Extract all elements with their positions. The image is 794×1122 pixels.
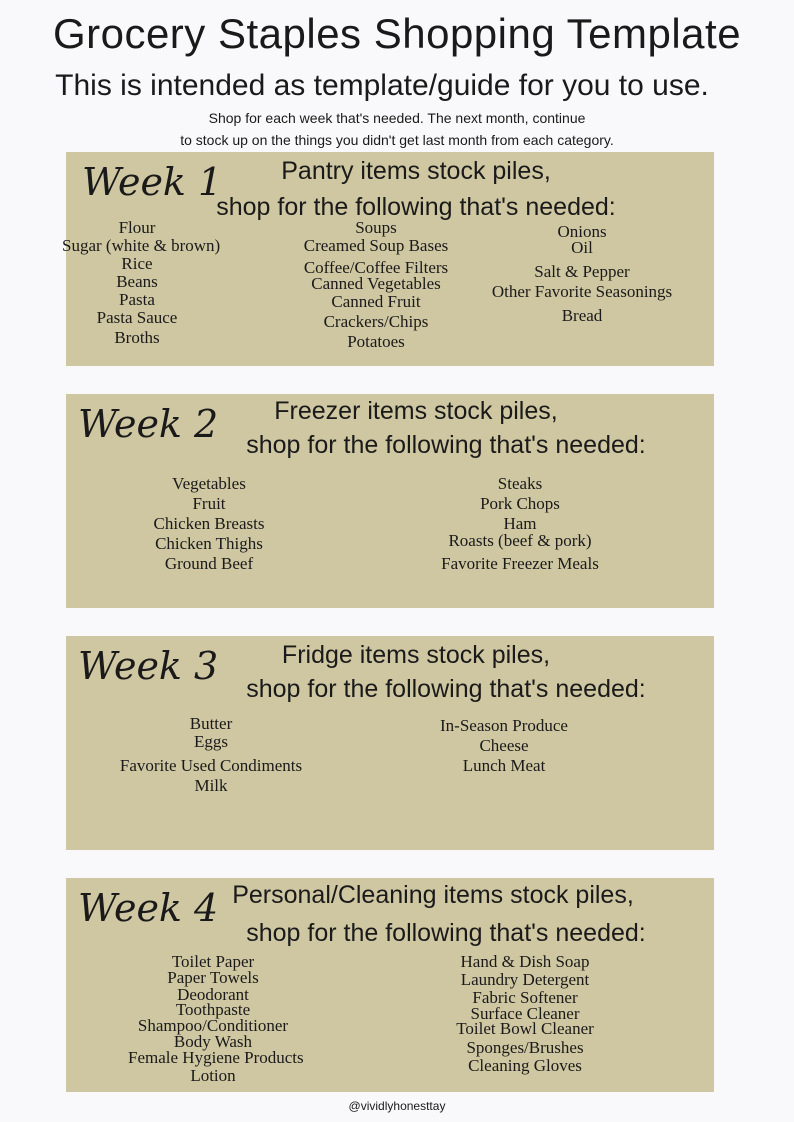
week-3-column-2 <box>404 716 604 776</box>
list-item: Ground Beef <box>164 554 254 573</box>
list-item: Beans <box>116 272 158 291</box>
week-4-column-1 <box>128 952 304 1086</box>
week-4-heading-line-2: shop for the following that's needed: <box>246 919 646 947</box>
list-item: Paper Towels <box>167 968 259 987</box>
week-2-label: Week 2 <box>78 402 219 446</box>
list-item: Onions <box>557 222 607 241</box>
week-1-heading-line-1: Pantry items stock piles, <box>281 157 551 185</box>
intro-line-1: Shop for each week that's needed. The next month, continue <box>208 110 586 126</box>
list-item: Fabric Softener <box>472 988 578 1007</box>
week-3-label: Week 3 <box>78 644 219 688</box>
list-item: Deodorant <box>177 985 249 1004</box>
week-2-heading-line-1: Freezer items stock piles, <box>274 397 558 425</box>
list-item: Chicken Breasts <box>153 514 265 533</box>
list-item: Toilet Paper <box>171 952 255 971</box>
list-item: Flour <box>118 218 156 237</box>
list-item: Lunch Meat <box>462 756 546 775</box>
page-subtitle: This is intended as template/guide for you to use. <box>55 69 709 102</box>
list-item: Bread <box>561 306 603 325</box>
week-4-column-2 <box>432 952 618 1076</box>
list-item: Eggs <box>194 732 228 751</box>
list-item: Laundry Detergent <box>460 970 590 989</box>
list-item: Roasts (beef & pork) <box>448 531 592 550</box>
week-1-label: Week 1 <box>82 160 223 204</box>
list-item: Cheese <box>479 736 529 755</box>
list-item: Toilet Bowl Cleaner <box>456 1019 594 1038</box>
footer-handle: @vividlyhonesttay <box>348 1099 446 1113</box>
list-item: Body Wash <box>173 1032 253 1051</box>
page-title: Grocery Staples Shopping Template <box>52 10 742 57</box>
list-item: Favorite Freezer Meals <box>441 554 599 573</box>
list-item: Vegetables <box>172 474 246 493</box>
list-item: Canned Vegetables <box>311 274 441 293</box>
list-item: Ham <box>503 514 537 533</box>
list-item: Toothpaste <box>175 1000 251 1019</box>
week-3-heading-line-2: shop for the following that's needed: <box>246 675 646 703</box>
week-4-label: Week 4 <box>78 886 219 930</box>
list-item: Rice <box>121 254 153 273</box>
week-1-heading-line-2: shop for the following that's needed: <box>216 193 616 221</box>
list-item: Shampoo/Conditioner <box>137 1016 289 1035</box>
week-1-card <box>62 152 714 366</box>
week-4-card <box>66 878 714 1092</box>
week-2-card <box>66 394 714 608</box>
week-2-column-1 <box>124 474 294 574</box>
week-2-column-2 <box>422 474 618 574</box>
intro-line-2: to stock up on the things you didn't get last month from each category. <box>180 132 614 148</box>
list-item: Cleaning Gloves <box>468 1056 582 1075</box>
week-1-column-3 <box>484 222 680 326</box>
list-item: Creamed Soup Bases <box>303 236 449 255</box>
list-item: Milk <box>194 776 228 795</box>
list-item: Hand & Dish Soap <box>460 952 590 971</box>
list-item: Coffee/Coffee Filters <box>303 258 449 277</box>
week-4-heading-line-1: Personal/Cleaning items stock piles, <box>232 881 634 909</box>
list-item: Potatoes <box>347 332 405 351</box>
list-item: Salt & Pepper <box>534 262 630 281</box>
list-item: Steaks <box>497 474 543 493</box>
list-item: Oil <box>571 238 593 257</box>
list-item: Sugar (white & brown) <box>62 236 221 255</box>
list-item: Chicken Thighs <box>155 534 263 553</box>
week-3-card <box>66 636 714 850</box>
list-item: Pork Chops <box>480 494 560 513</box>
week-3-heading-line-1: Fridge items stock piles, <box>281 641 551 669</box>
list-item: Favorite Used Condiments <box>119 756 303 775</box>
week-3-column-1 <box>106 714 316 796</box>
list-item: Broths <box>114 328 160 347</box>
list-item: Pasta Sauce <box>96 308 178 327</box>
week-1-column-1 <box>62 218 221 348</box>
list-item: In-Season Produce <box>440 716 568 735</box>
week-1-column-2 <box>278 218 474 352</box>
list-item: Surface Cleaner <box>470 1004 580 1023</box>
list-item: Female Hygiene Products <box>128 1048 304 1067</box>
list-item: Canned Fruit <box>331 292 421 311</box>
list-item: Soups <box>355 218 397 237</box>
list-item: Lotion <box>190 1066 236 1085</box>
list-item: Sponges/Brushes <box>466 1038 584 1057</box>
list-item: Butter <box>189 714 233 733</box>
list-item: Other Favorite Seasonings <box>491 282 673 301</box>
list-item: Crackers/Chips <box>323 312 429 331</box>
list-item: Pasta <box>119 290 155 309</box>
list-item: Fruit <box>192 494 226 513</box>
week-2-heading-line-2: shop for the following that's needed: <box>246 431 646 459</box>
